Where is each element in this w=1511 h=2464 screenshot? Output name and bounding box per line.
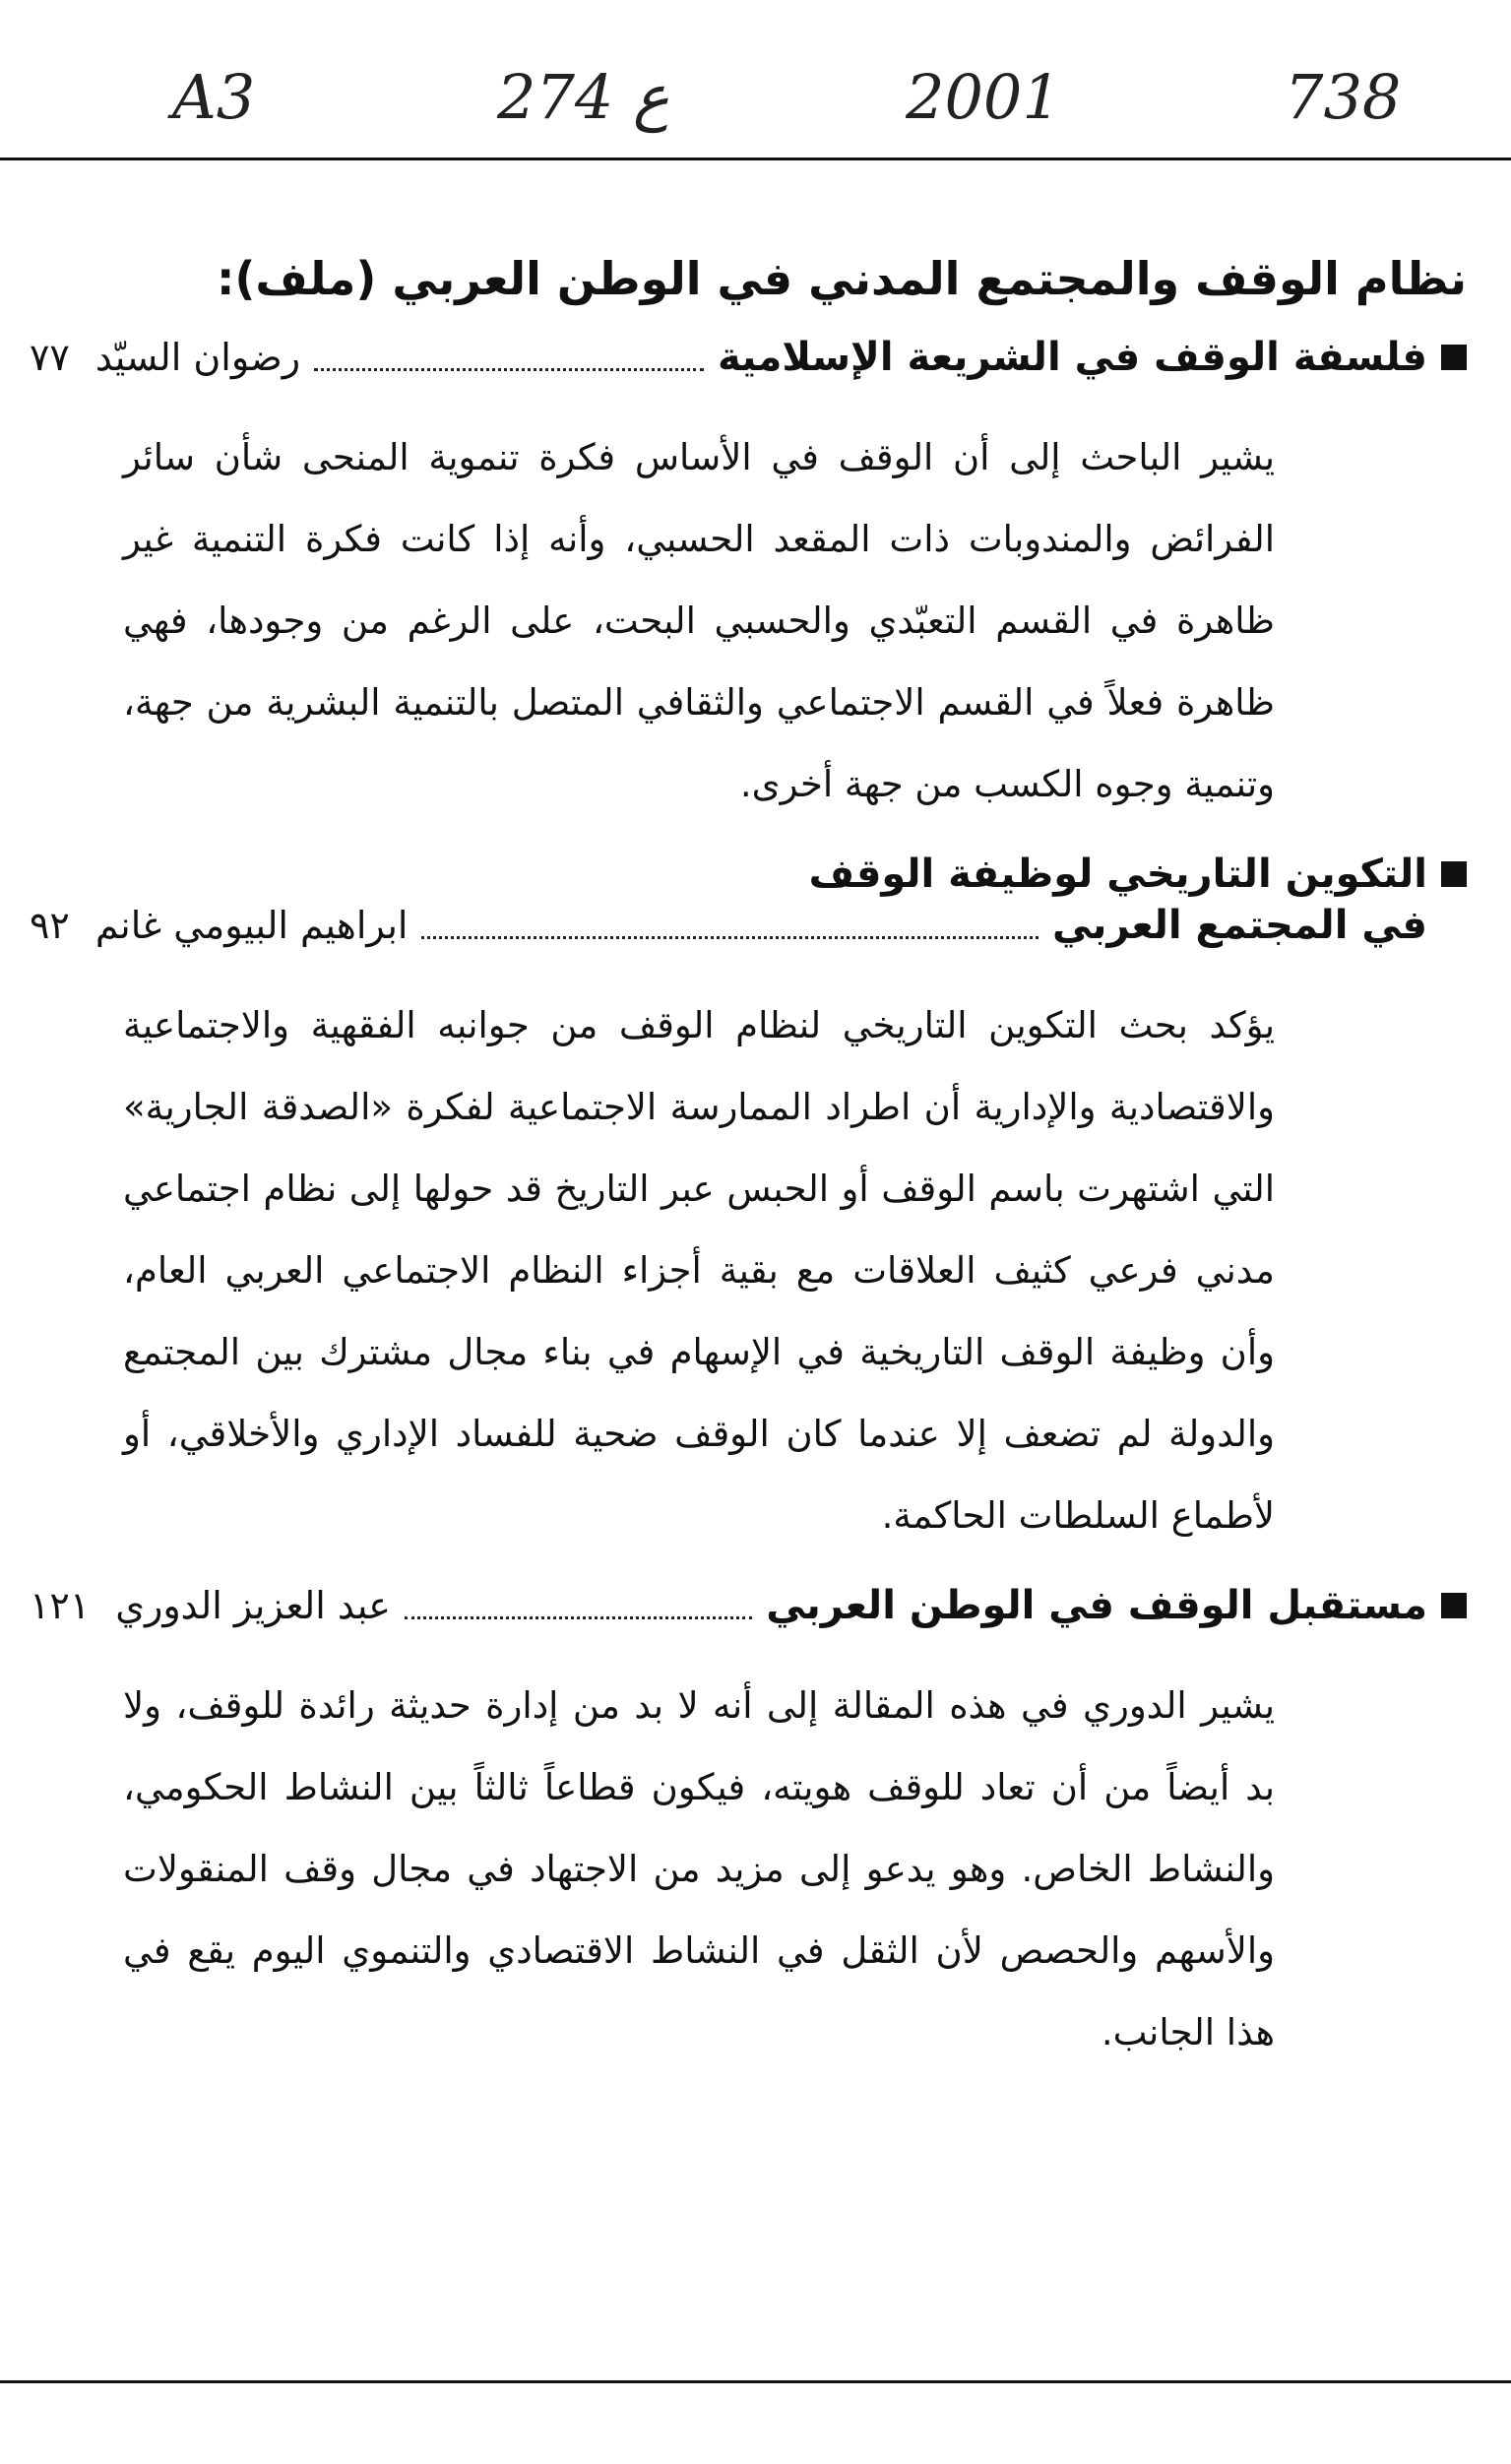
entry-3-abstract: يشير الدوري في هذه المقالة إلى أنه لا بد من إدارة حديثة رائدة للوقف، ولا بد أيضاً من أن تعاد للوقف هويته، فيكون قطاعاً ثالثاً بين النشاط الحكومي، والنشاط الخاص. وهو يدعو إلى مزيد من الاجتهاد في مجال وقف المنقولات والأسهم والحصص لأن الثقل في النشاط الاقتصادي والتنموي اليوم يقع في هذا الجانب.: [123, 1683, 1275, 2053]
header-year: 2001: [906, 61, 1061, 133]
entry-3-title: مستقبل الوقف في الوطن العربي: [766, 1582, 1427, 1628]
entry-2-header-line2: [30, 900, 1467, 951]
entry-2: [30, 849, 1467, 1556]
square-bullet-icon: [1441, 1593, 1467, 1618]
bottom-rule: [0, 2380, 1511, 2383]
entry-2-header-line1: [30, 849, 1467, 900]
square-bullet-icon: [1441, 861, 1467, 887]
entry-1-abstract: يشير الباحث إلى أن الوقف في الأساس فكرة تنموية المنحى شأن سائر الفرائض والمندوبات ذات المقعد الحسبي، وأنه إذا كانت فكرة التنمية غير ظاهرة في القسم التعبّدي والحسبي البحت، على الرغم من وجودها، فهي ظاهرة فعلاً في القسم الاجتماعي والثقافي المتصل بالتنمية البشرية من جهة، وتنمية وجوه الكسب من جهة أخرى.: [123, 435, 1275, 805]
entry-1-page: ٧٧: [30, 336, 70, 380]
entry-1: [30, 332, 1467, 825]
header-code: A3: [172, 61, 256, 133]
header-issue: 274 ع: [497, 61, 670, 133]
entry-1-author: رضوان السيّد: [94, 336, 301, 380]
entry-3-header: [30, 1580, 1467, 1631]
dot-leader: [405, 1616, 752, 1619]
entry-1-title: فلسفة الوقف في الشريعة الإسلامية: [718, 334, 1427, 380]
entry-2-title-line1: التكوين التاريخي لوظيفة الوقف: [808, 851, 1427, 897]
entry-1-header: [30, 332, 1467, 383]
entry-3-page: ١٢١: [30, 1584, 91, 1628]
header-page: 738: [1285, 61, 1402, 133]
entry-2-page: ٩٢: [30, 904, 70, 948]
entry-2-author: ابراهيم البيومي غانم: [94, 904, 409, 948]
entry-3-author: عبد العزيز الدوري: [115, 1584, 391, 1628]
document-body: [30, 251, 1467, 2073]
section-title: نظام الوقف والمجتمع المدني في الوطن العربي (ملف):: [216, 252, 1467, 305]
entry-2-abstract: يؤكد بحث التكوين التاريخي لنظام الوقف من جوانبه الفقهية والاجتماعية والاقتصادية والإدارية أن اطراد الممارسة الاجتماعية لفكرة «الصدقة الجارية» التي اشتهرت باسم الوقف أو الحبس عبر التاريخ قد حولها إلى نظام اجتماعي مدني فرعي كثيف العلاقات مع بقية أجزاء النظام الاجتماعي العربي العام، وأن وظيفة الوقف التاريخية في الإسهام في بناء مجال مشترك بين المجتمع والدولة لم تضعف إلا عندما كان الوقف ضحية للفساد الإداري والأخلاقي، أو لأطماع السلطات الحاكمة.: [123, 1003, 1275, 1537]
dot-leader: [421, 936, 1038, 939]
dot-leader: [314, 368, 704, 371]
entry-3: [30, 1580, 1467, 2073]
entry-2-title-line2: في المجتمع العربي: [1051, 902, 1427, 948]
square-bullet-icon: [1441, 345, 1467, 370]
top-rule: [0, 158, 1511, 160]
